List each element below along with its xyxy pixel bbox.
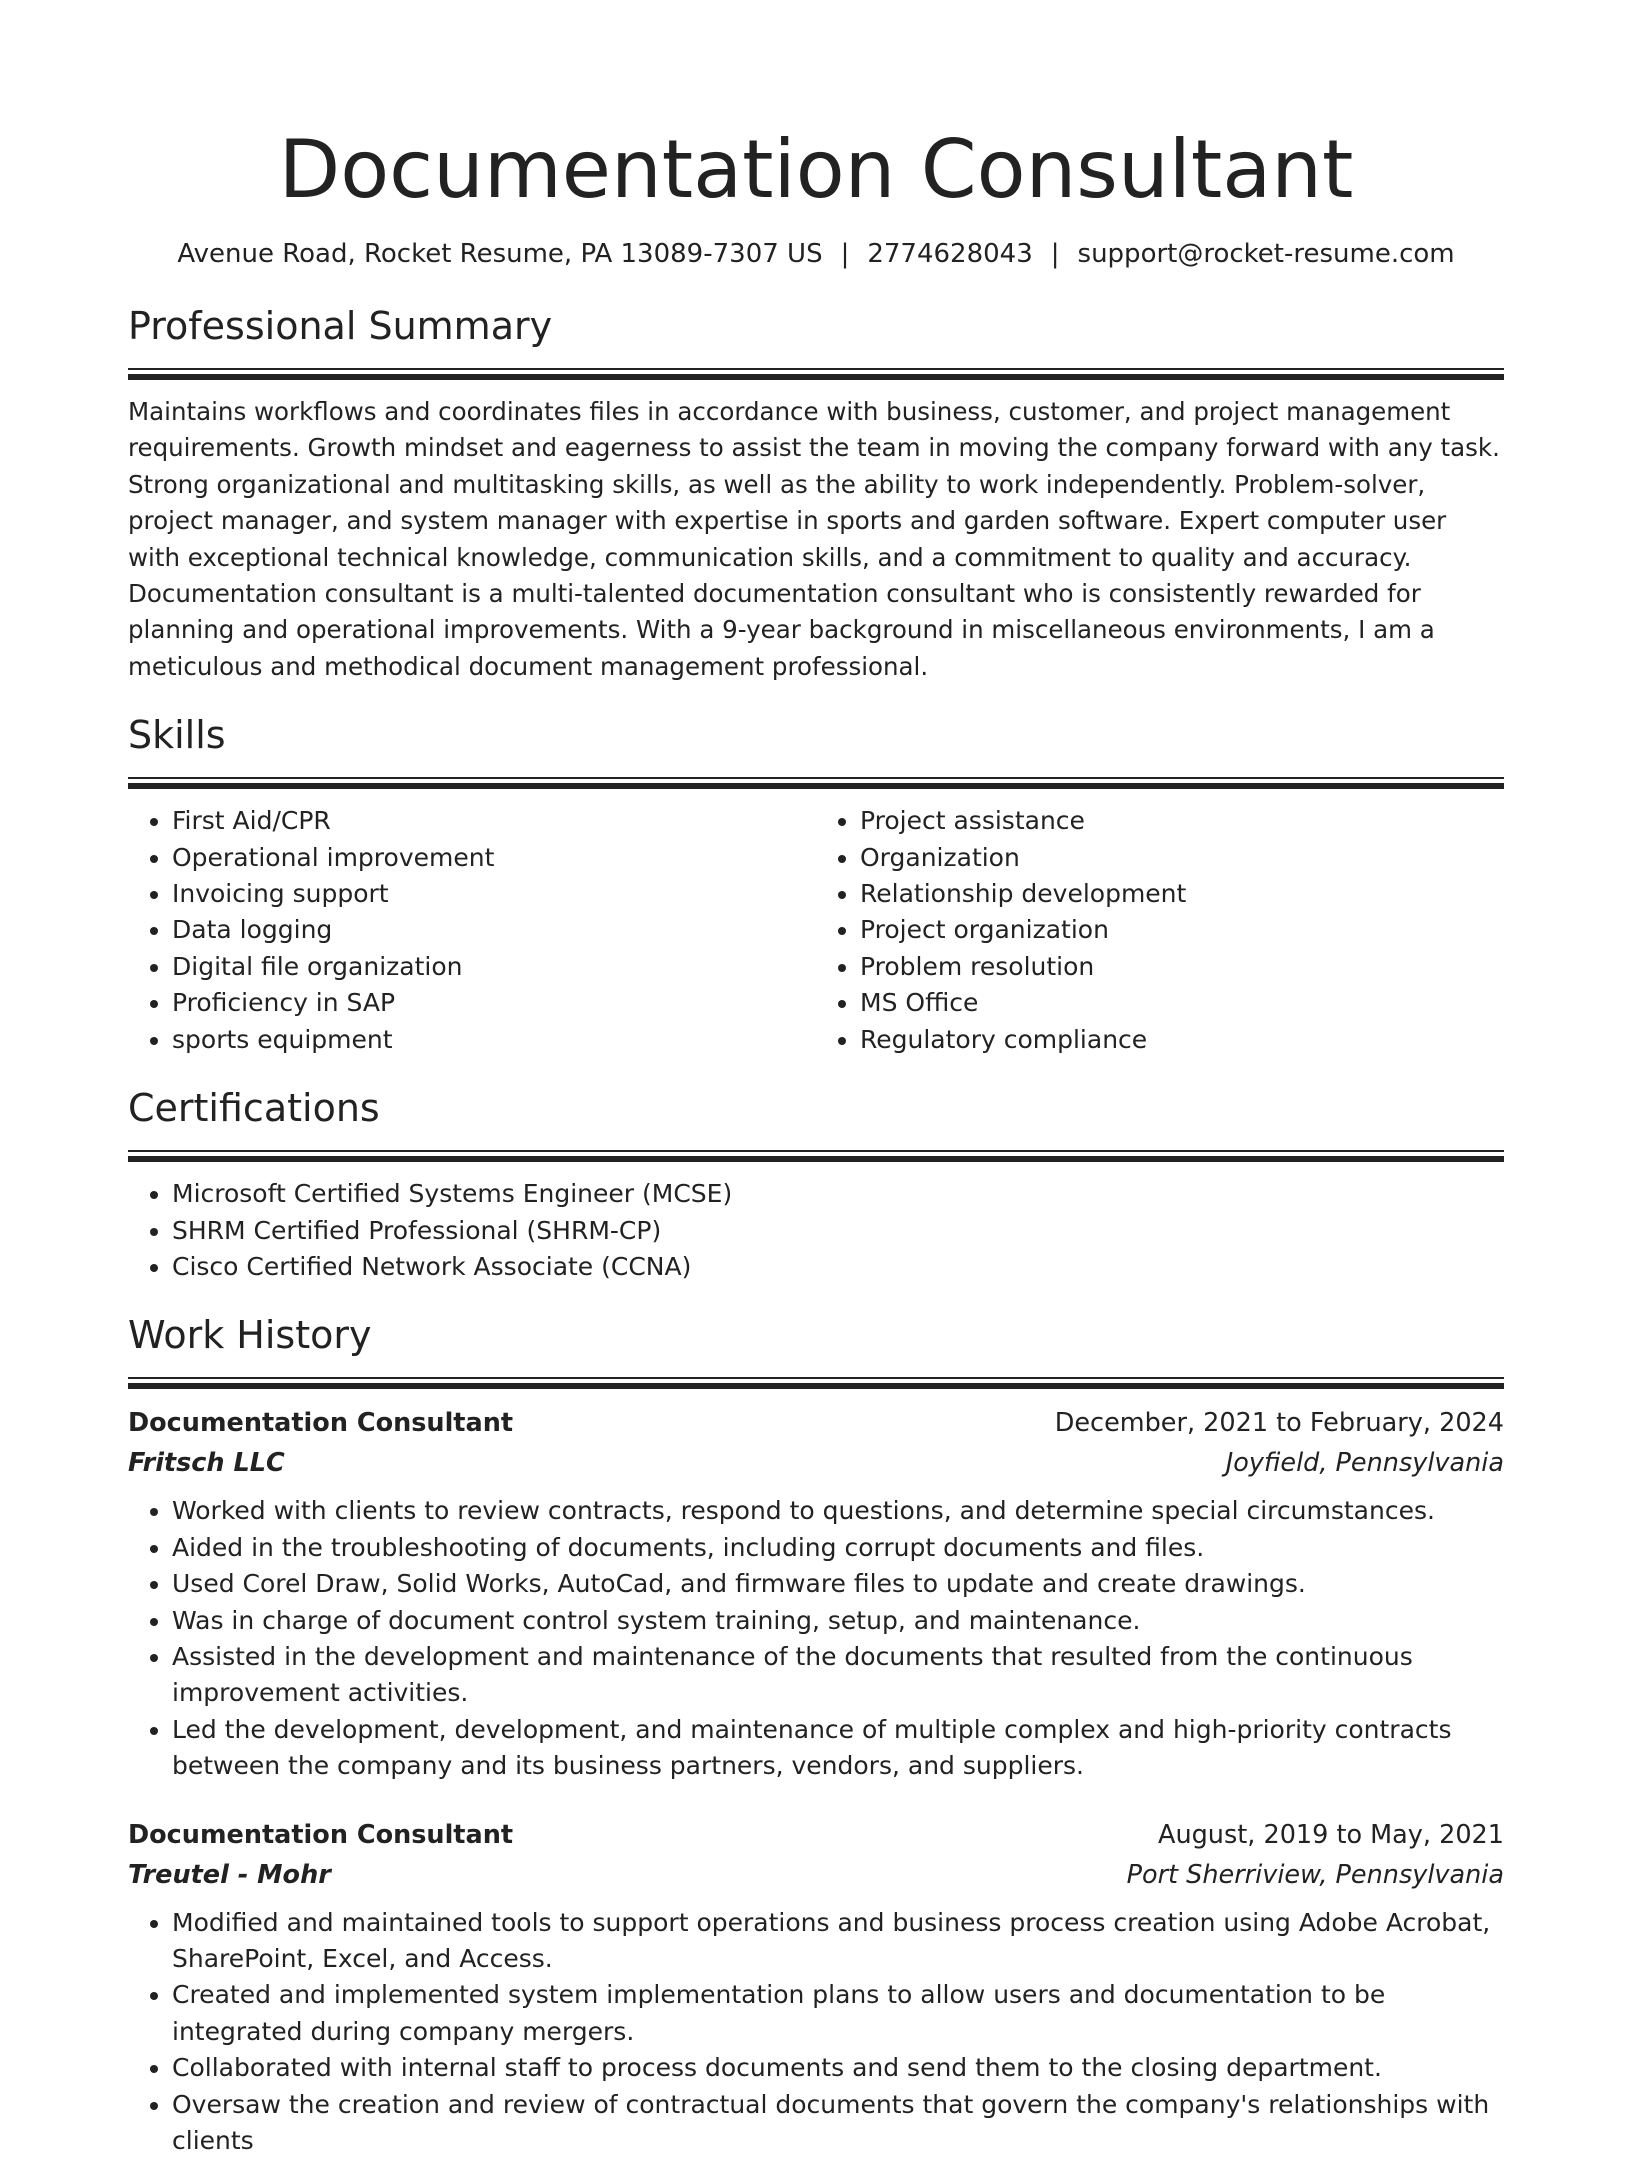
certification-item: • Microsoft Certified Systems Engineer (MCSE) [172, 1176, 1504, 1212]
contact-line [128, 238, 1504, 270]
job-bullets [128, 1905, 1504, 2159]
contact-email: support@rocket-resume.com [1077, 239, 1455, 269]
section-divider [128, 777, 1504, 789]
contact-phone: 2774628043 [867, 239, 1033, 269]
skill-item: • MS Office [860, 985, 1504, 1021]
skill-item: • Organization [860, 840, 1504, 876]
job-subheader [128, 1855, 1504, 1895]
skills-columns [128, 803, 1504, 1058]
work-history-section [128, 1311, 1504, 2159]
job-bullet: • Worked with clients to review contracts, respond to questions, and determine special circumstances. [172, 1493, 1504, 1529]
skill-item: • Relationship development [860, 876, 1504, 912]
resume-page [128, 0, 1504, 2159]
job-bullet: • Created and implemented system implementation plans to allow users and documentation to be integrated during company mergers. [172, 1977, 1504, 2050]
job-bullet: • Was in charge of document control system training, setup, and maintenance. [172, 1603, 1504, 1639]
job-bullets [128, 1493, 1504, 1784]
skill-item: • Operational improvement [172, 840, 816, 876]
job-bullet: • Modified and maintained tools to support operations and business process creation using Adobe Acrobat, SharePoint, Excel, and Access. [172, 1905, 1504, 1978]
section-title: Certifications [128, 1086, 380, 1131]
certifications-section [128, 1084, 1504, 1285]
resume-name: Documentation Consultant [278, 123, 1354, 216]
job-bullet: • Assisted in the development and maintenance of the documents that resulted from the continuous improvement activities. [172, 1639, 1504, 1712]
certification-item: • SHRM Certified Professional (SHRM-CP) [172, 1213, 1504, 1249]
job-dates: August, 2019 to May, 2021 [1158, 1819, 1504, 1850]
job-dates: December, 2021 to February, 2024 [1054, 1408, 1504, 1439]
section-title: Professional Summary [128, 304, 553, 348]
job-entry [128, 1815, 1504, 2159]
job-bullet: • Collaborated with internal staff to process documents and send them to the closing department. [172, 2050, 1504, 2086]
skill-item: • Problem resolution [860, 949, 1504, 985]
skill-item: • Invoicing support [172, 876, 816, 912]
contact-separator: | [1050, 239, 1060, 269]
job-entry [128, 1403, 1504, 1784]
job-bullet: • Oversaw the creation and review of contractual documents that govern the company's relationships with clients [172, 2087, 1504, 2159]
skill-item: • Regulatory compliance [860, 1022, 1504, 1058]
section-divider [128, 1377, 1504, 1389]
job-bullet: • Aided in the troubleshooting of documents, including corrupt documents and files. [172, 1530, 1504, 1566]
skill-item: • Data logging [172, 912, 816, 948]
certifications-list [128, 1176, 1504, 1285]
job-company: Fritsch LLC [128, 1448, 285, 1479]
job-subheader [128, 1443, 1504, 1483]
skill-item: • First Aid/CPR [172, 803, 816, 839]
contact-address: Avenue Road, Rocket Resume, PA 13089-7307 US [177, 239, 823, 269]
job-bullet: • Led the development, development, and maintenance of multiple complex and high-priority contracts between the company and its business partners, vendors, and suppliers. [172, 1712, 1504, 1785]
contact-separator: | [840, 239, 850, 269]
skills-left-list [128, 803, 816, 1058]
section-divider [128, 1150, 1504, 1162]
skills-section [128, 711, 1504, 1058]
job-title: Documentation Consultant [128, 1819, 514, 1850]
job-header [128, 1403, 1504, 1443]
section-title: Work History [128, 1313, 372, 1358]
job-location: Port Sherriview, Pennsylvania [1126, 1859, 1504, 1890]
section-title: Skills [128, 713, 226, 758]
skill-item: • sports equipment [172, 1022, 816, 1058]
job-location: Joyfield, Pennsylvania [1225, 1448, 1504, 1479]
job-bullet: • Used Corel Draw, Solid Works, AutoCad, and firmware files to update and create drawings. [172, 1566, 1504, 1602]
skills-right-list [816, 803, 1504, 1058]
job-company: Treutel - Mohr [128, 1859, 331, 1890]
job-title: Documentation Consultant [128, 1408, 514, 1439]
section-divider [128, 368, 1504, 380]
certification-item: • Cisco Certified Network Associate (CCNA) [172, 1249, 1504, 1285]
job-header [128, 1815, 1504, 1855]
summary-text: Maintains workflows and coordinates files in accordance with business, customer, and project management requirements. Growth mindset and eagerness to assist the team in moving the company forward with any task. Strong organizational and multitasking skills, as well as the ability to work independently. Problem-solver, project manager, and system manager with expertise in sports and garden software. Expert computer user with exceptional technical knowledge, communication skills, and a commitment to quality and accuracy. Documentation consultant is a multi-talented documentation consultant who is consistently rewarded for planning and operational improvements. With a 9-year background in miscellaneous environments, I am a meticulous and methodical document management professional. [128, 397, 1500, 681]
skill-item: • Project assistance [860, 803, 1504, 839]
summary-section [128, 302, 1504, 685]
skill-item: • Digital file organization [172, 949, 816, 985]
skill-item: • Project organization [860, 912, 1504, 948]
skill-item: • Proficiency in SAP [172, 985, 816, 1021]
